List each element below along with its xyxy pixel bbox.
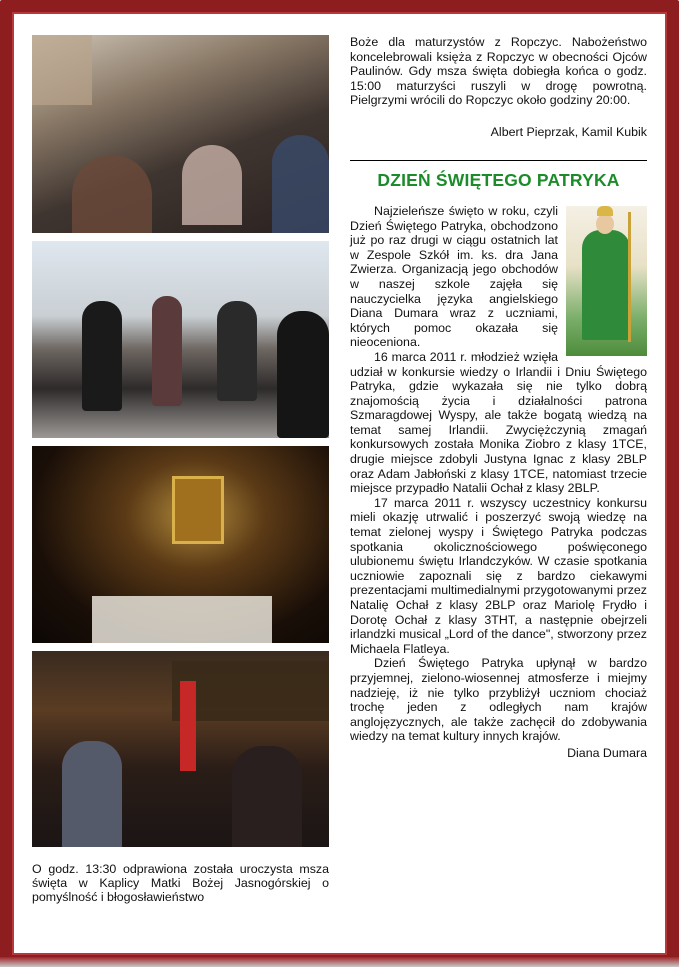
article-paragraph: 17 marca 2011 r. wszyscy uczestnicy konkursu mieli okazję utrwalić i poszerzyć swoją wiedzę na temat zielonej wyspy i Świętego Patryka podczas spotkania okolicznościowego poświęconego ulubionemu świętu Irlandczyków. W czasie spotkania uczniowie zapoznali się z bardzo ciekawymi prezentacjami multimedialnymi przygotowanymi przez Natalię Ochał z klasy 2BLP oraz Mariolę Frydło i Dorotę Ochał z klasy 3THT, a następnie obejrzeli irlandzki musical „Lord of the dance", stworzony przez Michaela Flatleya. bbox=[350, 495, 647, 656]
mass-banners-photo bbox=[32, 651, 329, 847]
article-paragraph: Najzieleńsze święto w roku, czyli Dzień Świętego Patryka, obchodzono już po raz drugi w ciągu ostatnich lat w Zespole Szkół im. ks. dra Jana Zwierza. Organizacją jego obchodów w naszej szkole zajęła się nauczycielka języka angielskiego Diana Dumara wraz z uczniami, których pomoc okazała się nieoceniona. bbox=[350, 203, 558, 350]
chapel-altar-photo bbox=[32, 446, 329, 643]
right-column bbox=[350, 35, 647, 760]
saint-patrick-image bbox=[566, 206, 647, 356]
photo-caption: O godz. 13:30 odprawiona została uroczysta msza święta w Kaplicy Matki Bożej Jasnogórskiej o pomyślność i błogosławieństwo bbox=[32, 862, 329, 905]
authors: Albert Pieprzak, Kamil Kubik bbox=[490, 124, 647, 139]
article-body bbox=[350, 204, 647, 744]
pilgrim-crowd-photo bbox=[32, 35, 329, 233]
article-title: DZIEŃ ŚWIĘTEGO PATRYKA bbox=[377, 169, 620, 190]
article-signature: Diana Dumara bbox=[567, 745, 647, 760]
divider-line bbox=[350, 160, 647, 161]
intro-text: Boże dla maturzystów z Ropczyc. Nabożeństwo koncelebrowali księża z Ropczyc w obecności Ojców Paulinów. Gdy msza święta dobiegła końca o godz. 15:00 maturzyści ruszyli w drogę powrotną. Pielgrzymi wrócili do Ropczyc około godziny 20:00. bbox=[350, 35, 647, 108]
procession-photo bbox=[32, 241, 329, 438]
article-paragraph: 16 marca 2011 r. młodzież wzięła udział w konkursie wiedzy o Irlandii i Dniu Świętego Patryka, gdzie wykazała się nie tylko dobrą znajomością życia i działalności patrona Szmaragdowej Wyspy, ale także bogatą wiedzą na temat samej Irlandii. Zwyciężczynią zmagań konkursowych została Monika Ziobro z klasy 1TCE, drugie miejsce zdobyli Justyna Ignac z klasy 2BLP oraz Adam Jabłoński z klasy 1TCE, natomiast trzecie miejsce przypadło Natalii Ochał z klasy 2BLP. bbox=[350, 349, 647, 496]
article-paragraph: Dzień Świętego Patryka upłynął w bardzo przyjemnej, zielono-wiosennej atmosferze i miejmy nadzieję, iż nie tylko przybliżył uczniom chociaż trochę jeden z odległych nam krajów anglojęzycznych, ale także zachęcił do zdobywania wiedzy na temat kultury innych krajów. bbox=[350, 656, 647, 744]
